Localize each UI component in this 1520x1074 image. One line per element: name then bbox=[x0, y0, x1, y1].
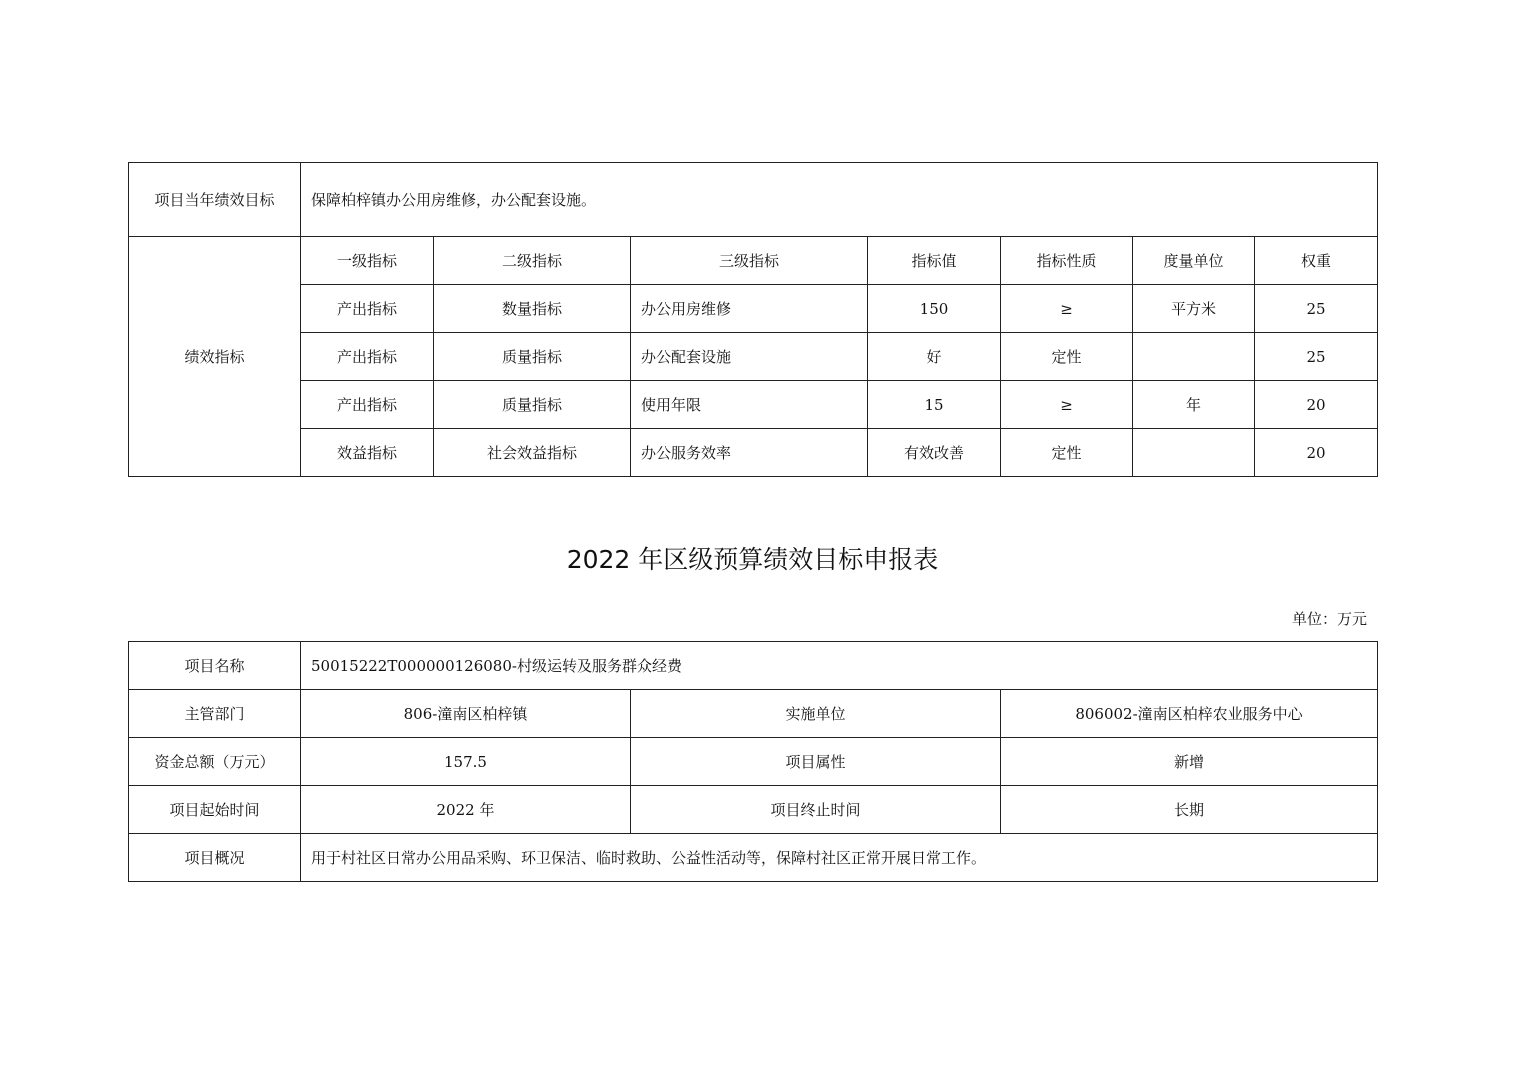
header-level2: 二级指标 bbox=[434, 237, 631, 285]
nature-cell: ≥ bbox=[1001, 381, 1133, 429]
goal-label: 项目当年绩效目标 bbox=[129, 163, 301, 237]
performance-goal-table bbox=[128, 162, 1378, 477]
fund-value: 157.5 bbox=[301, 738, 631, 786]
header-level1: 一级指标 bbox=[301, 237, 434, 285]
project-name-row bbox=[129, 642, 1378, 690]
department-row bbox=[129, 690, 1378, 738]
indicators-label: 绩效指标 bbox=[129, 237, 301, 477]
level1-cell: 产出指标 bbox=[301, 381, 434, 429]
unit-cell: 平方米 bbox=[1133, 285, 1255, 333]
table-row bbox=[129, 381, 1378, 429]
attr-value: 新增 bbox=[1001, 738, 1378, 786]
nature-cell: ≥ bbox=[1001, 285, 1133, 333]
dept-label: 主管部门 bbox=[129, 690, 301, 738]
value-cell: 有效改善 bbox=[868, 429, 1001, 477]
nature-cell: 定性 bbox=[1001, 333, 1133, 381]
header-nature: 指标性质 bbox=[1001, 237, 1133, 285]
level1-cell: 产出指标 bbox=[301, 333, 434, 381]
attr-label: 项目属性 bbox=[631, 738, 1001, 786]
nature-cell: 定性 bbox=[1001, 429, 1133, 477]
indicator-header-row bbox=[129, 237, 1378, 285]
unit-cell: 年 bbox=[1133, 381, 1255, 429]
overview-row bbox=[129, 834, 1378, 882]
value-cell: 好 bbox=[868, 333, 1001, 381]
overview-value: 用于村社区日常办公用品采购、环卫保洁、临时救助、公益性活动等，保障村社区正常开展日常工作。 bbox=[301, 834, 1378, 882]
dept-value: 806-潼南区柏梓镇 bbox=[301, 690, 631, 738]
value-cell: 150 bbox=[868, 285, 1001, 333]
impl-value: 806002-潼南区柏梓农业服务中心 bbox=[1001, 690, 1378, 738]
header-weight: 权重 bbox=[1255, 237, 1378, 285]
table-row bbox=[129, 285, 1378, 333]
project-name-label: 项目名称 bbox=[129, 642, 301, 690]
level3-cell: 办公配套设施 bbox=[631, 333, 868, 381]
value-cell: 15 bbox=[868, 381, 1001, 429]
goal-text: 保障柏梓镇办公用房维修，办公配套设施。 bbox=[301, 163, 1378, 237]
unit-cell bbox=[1133, 333, 1255, 381]
fund-label: 资金总额（万元） bbox=[129, 738, 301, 786]
fund-row bbox=[129, 738, 1378, 786]
overview-label: 项目概况 bbox=[129, 834, 301, 882]
level1-cell: 产出指标 bbox=[301, 285, 434, 333]
end-label: 项目终止时间 bbox=[631, 786, 1001, 834]
level3-cell: 办公用房维修 bbox=[631, 285, 868, 333]
start-value: 2022 年 bbox=[301, 786, 631, 834]
header-value: 指标值 bbox=[868, 237, 1001, 285]
end-value: 长期 bbox=[1001, 786, 1378, 834]
level1-cell: 效益指标 bbox=[301, 429, 434, 477]
unit-label: 单位：万元 bbox=[1291, 610, 1367, 628]
impl-label: 实施单位 bbox=[631, 690, 1001, 738]
level2-cell: 质量指标 bbox=[434, 333, 631, 381]
weight-cell: 25 bbox=[1255, 285, 1378, 333]
level2-cell: 质量指标 bbox=[434, 381, 631, 429]
goal-row bbox=[129, 163, 1378, 237]
header-level3: 三级指标 bbox=[631, 237, 868, 285]
level3-cell: 办公服务效率 bbox=[631, 429, 868, 477]
weight-cell: 25 bbox=[1255, 333, 1378, 381]
header-unit: 度量单位 bbox=[1133, 237, 1255, 285]
unit-cell bbox=[1133, 429, 1255, 477]
level3-cell: 使用年限 bbox=[631, 381, 868, 429]
project-name-value: 50015222T000000126080-村级运转及服务群众经费 bbox=[301, 642, 1378, 690]
weight-cell: 20 bbox=[1255, 429, 1378, 477]
project-info-table bbox=[128, 641, 1378, 882]
level2-cell: 社会效益指标 bbox=[434, 429, 631, 477]
start-label: 项目起始时间 bbox=[129, 786, 301, 834]
table-row bbox=[129, 429, 1378, 477]
weight-cell: 20 bbox=[1255, 381, 1378, 429]
page-title: 2022 年区级预算绩效目标申报表 bbox=[566, 545, 939, 574]
table-row bbox=[129, 333, 1378, 381]
period-row bbox=[129, 786, 1378, 834]
level2-cell: 数量指标 bbox=[434, 285, 631, 333]
